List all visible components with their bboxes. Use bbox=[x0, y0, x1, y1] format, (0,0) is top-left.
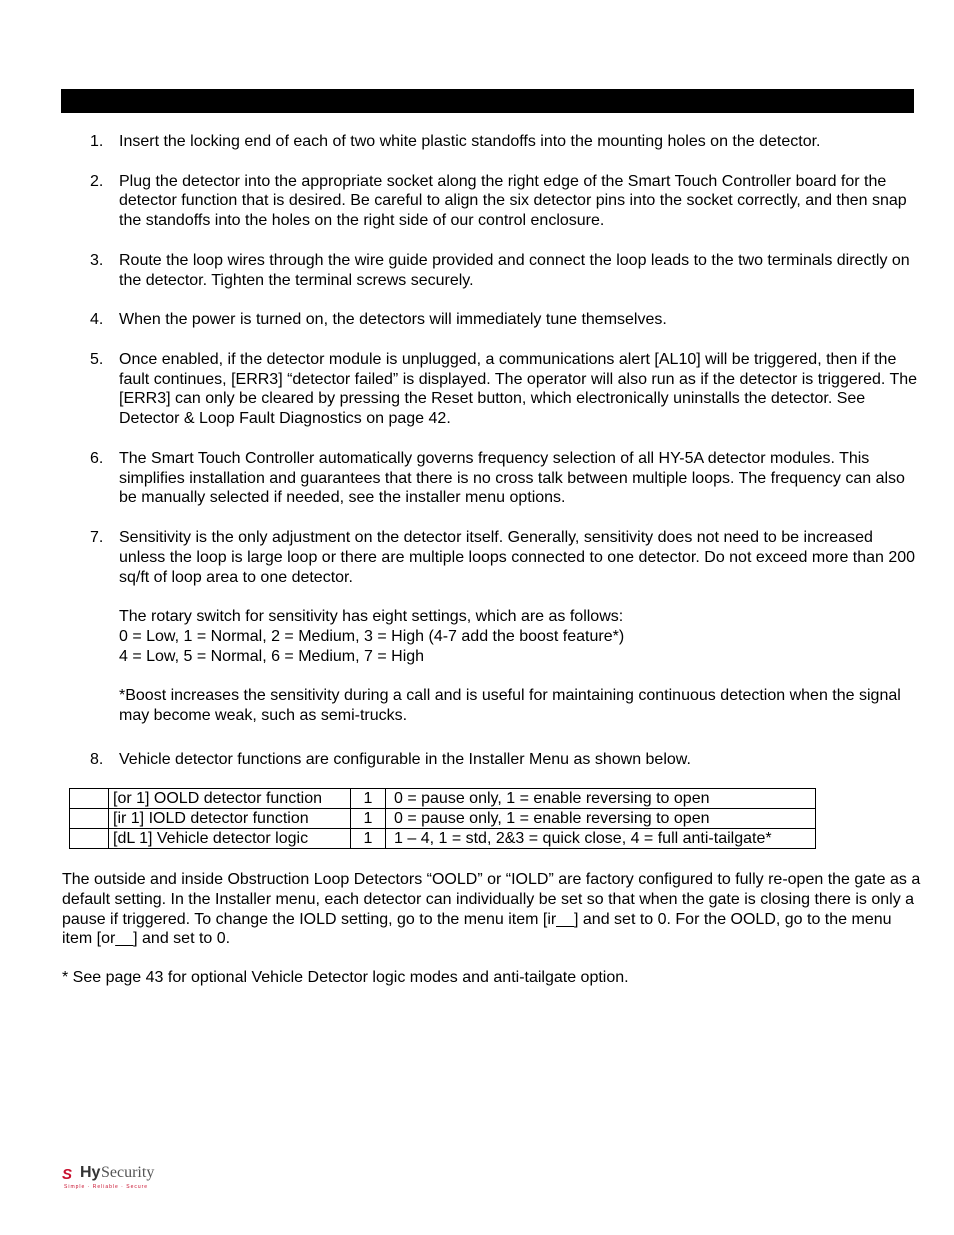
logo-mark-icon: S bbox=[62, 1166, 73, 1183]
menu-description: 0 = pause only, 1 = enable reversing to open bbox=[386, 809, 816, 829]
step-text: Route the loop wires through the wire guide provided and connect the loop leads to the two terminals directly on the detector. Tighten the terminal screws securely. bbox=[119, 251, 910, 289]
table-cell-blank bbox=[70, 789, 109, 809]
table-row bbox=[70, 789, 816, 809]
table-row bbox=[70, 809, 816, 829]
step-number: 6. bbox=[90, 449, 104, 467]
logo-hy: Hy bbox=[80, 1164, 101, 1181]
step-number: 7. bbox=[90, 528, 104, 546]
step-1 bbox=[61, 132, 921, 152]
menu-description: 0 = pause only, 1 = enable reversing to open bbox=[386, 789, 816, 809]
table-row bbox=[70, 829, 816, 849]
step-7 bbox=[61, 528, 921, 726]
step-2 bbox=[61, 172, 921, 231]
step-number: 4. bbox=[90, 311, 104, 329]
hysecurity-logo bbox=[62, 1163, 155, 1193]
step-3 bbox=[61, 251, 921, 291]
menu-code: [dL 1] Vehicle detector logic bbox=[109, 829, 351, 849]
logo-tagline: Simple · Reliable · Secure bbox=[64, 1184, 149, 1190]
menu-code: [or 1] OOLD detector function bbox=[109, 789, 351, 809]
step-number: 5. bbox=[90, 350, 104, 368]
step-text: Plug the detector into the appropriate socket along the right edge of the Smart Touch Controller board for the detector function that is desired. Be careful to align the six detector pins into the socket correctly, and then snap the standoffs into the holes on the right side of our control enclosure. bbox=[119, 172, 907, 230]
installer-menu-table bbox=[69, 788, 816, 849]
section-header-bar bbox=[61, 89, 914, 113]
step-number: 2. bbox=[90, 172, 104, 190]
step-number: 8. bbox=[90, 750, 104, 768]
step-8 bbox=[61, 750, 921, 770]
rotary-settings-line-1: 0 = Low, 1 = Normal, 2 = Medium, 3 = High (4-7 add the boost feature*) bbox=[119, 627, 625, 645]
step-text: Once enabled, if the detector module is unplugged, a communications alert [AL10] will be triggered, then if the fault continues, [ERR3] “detector failed” is displayed. The operator will also run as if the detector is triggered. The [ERR3] can only be cleared by pressing the Reset button, which electronically uninstalls the detector. See Detector & Loop Fault Diagnostics on page 42. bbox=[119, 350, 918, 428]
rotary-intro: The rotary switch for sensitivity has eight settings, which are as follows: bbox=[119, 608, 624, 626]
boost-note: *Boost increases the sensitivity during a call and is useful for maintaining continuous detection when the signal may become weak, such as semi-trucks. bbox=[119, 687, 901, 725]
step-text: Vehicle detector functions are configurable in the Installer Menu as shown below. bbox=[119, 750, 691, 768]
table-cell-blank bbox=[70, 809, 109, 829]
rotary-settings-line-2: 4 = Low, 5 = Normal, 6 = Medium, 7 = High bbox=[119, 647, 425, 665]
footnote: * See page 43 for optional Vehicle Detector logic modes and anti-tailgate option. bbox=[62, 969, 629, 986]
step-5 bbox=[61, 350, 921, 429]
step-text: The Smart Touch Controller automatically governs frequency selection of all HY-5A detector modules. This simplifies installation and guarantees that there is no cross talk between multiple loops. The frequency can also be manually selected if needed, see the installer menu options. bbox=[119, 449, 905, 507]
table-cell-blank bbox=[70, 829, 109, 849]
step-text: Sensitivity is the only adjustment on the detector itself. Generally, sensitivity does not need to be increased unless the loop is large loop or there are multiple loops connected to one detector. Do not exceed more than 200 sq/ft of loop area to one detector. bbox=[119, 528, 916, 586]
menu-default: 1 bbox=[351, 789, 386, 809]
installation-steps bbox=[61, 132, 921, 770]
menu-default: 1 bbox=[351, 809, 386, 829]
step-4 bbox=[61, 310, 921, 330]
obstruction-loop-paragraph: The outside and inside Obstruction Loop Detectors “OOLD” or “IOLD” are factory configured to fully re-open the gate as a default setting. In the Installer menu, each detector can individually be set so that when the gate is closing there is only a pause if triggered. To change the IOLD setting, go to the menu item [ir__] and set to 0. For the OOLD, go to the menu item [or__] and set to 0. bbox=[62, 871, 921, 948]
step-text: Insert the locking end of each of two white plastic standoffs into the mounting holes on the detector. bbox=[119, 133, 821, 150]
logo-security: Security bbox=[101, 1164, 155, 1181]
menu-default: 1 bbox=[351, 829, 386, 849]
menu-description: 1 – 4, 1 = std, 2&3 = quick close, 4 = full anti-tailgate* bbox=[386, 829, 816, 849]
menu-code: [ir 1] IOLD detector function bbox=[109, 809, 351, 829]
step-text: When the power is turned on, the detectors will immediately tune themselves. bbox=[119, 311, 667, 329]
step-number: 3. bbox=[90, 251, 104, 269]
step-number: 1. bbox=[90, 133, 104, 150]
step-6 bbox=[61, 449, 921, 508]
